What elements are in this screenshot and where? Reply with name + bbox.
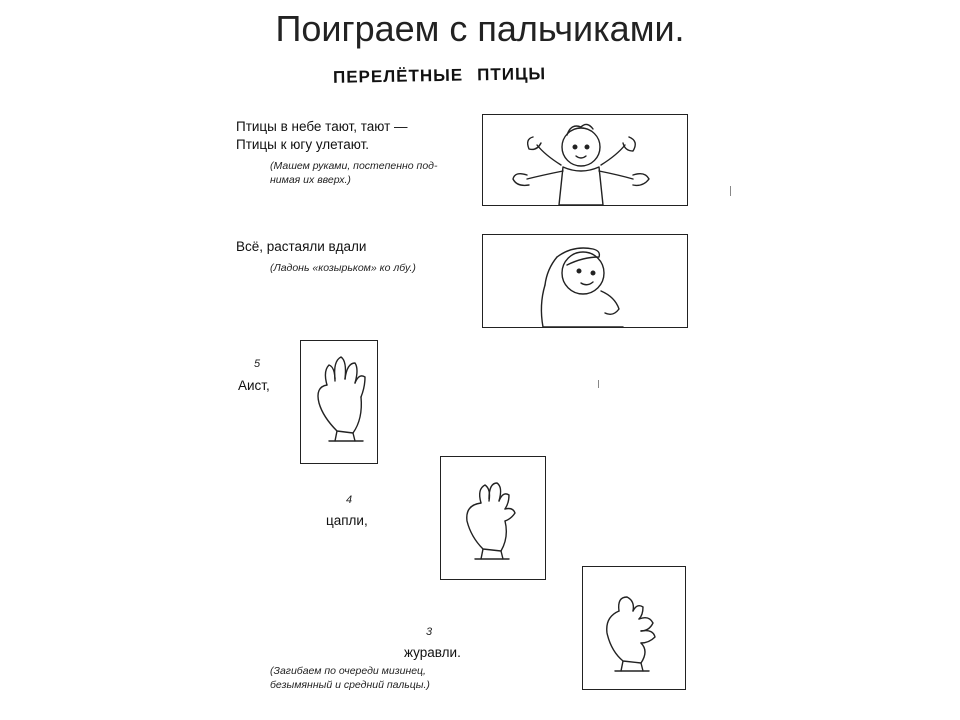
- step5-word: Аист,: [238, 378, 270, 393]
- illustration-open-hand: [300, 340, 378, 464]
- verse2-line1: Всё, растаяли вдали: [236, 239, 367, 254]
- illustration-hand-fist: [582, 566, 686, 690]
- slide-title: Поиграем с пальчиками.: [275, 8, 685, 49]
- verse1-line1: Птицы в небе тают, тают —: [236, 119, 408, 134]
- step3-word: журавли.: [404, 645, 461, 660]
- poem-title-word-2: ПТИЦЫ: [477, 64, 547, 85]
- step3-number: 3: [426, 626, 433, 638]
- scan-speck: [598, 380, 599, 388]
- verse1-note-line1: (Машем руками, постепенно под-: [270, 160, 438, 172]
- illustration-palm-forehead: [482, 234, 688, 328]
- step5-number: 5: [254, 358, 261, 370]
- waving-child-drawing: [483, 115, 689, 207]
- palm-forehead-drawing: [483, 235, 689, 329]
- verse1-note-line2: нимая их вверх.): [270, 174, 351, 186]
- scan-speck: [730, 186, 731, 196]
- poem-title-word-1: ПЕРЕЛЁТНЫЕ: [332, 65, 464, 87]
- step3-note-line2: безымянный и средний пальцы.): [270, 679, 430, 691]
- open-hand-drawing: [301, 341, 379, 465]
- illustration-waving-child: [482, 114, 688, 206]
- step3-note-line1: (Загибаем по очереди мизинец,: [270, 665, 426, 677]
- poem-title: [333, 64, 546, 88]
- illustration-hand-one-finger: [440, 456, 546, 580]
- hand-fist-drawing: [583, 567, 687, 691]
- verse1-line2: Птицы к югу улетают.: [236, 137, 370, 152]
- step4-number: 4: [346, 494, 353, 506]
- hand-one-finger-drawing: [441, 457, 547, 581]
- step4-word: цапли,: [326, 513, 368, 528]
- verse2-note: (Ладонь «козырьком» ко лбу.): [270, 262, 416, 274]
